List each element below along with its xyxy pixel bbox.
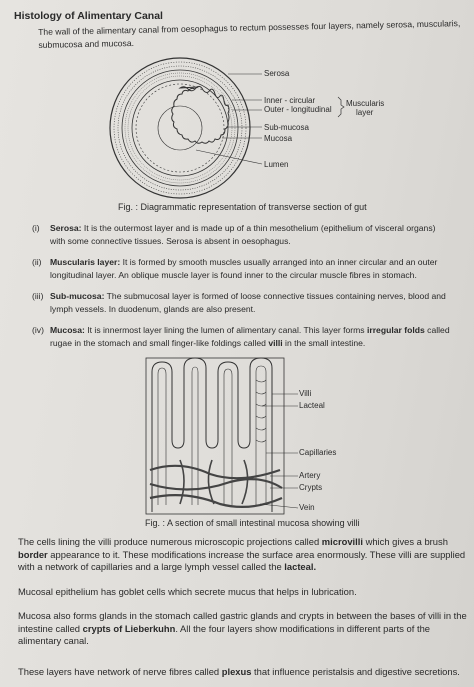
label-outer-longitudinal: Outer - longitudinal: [264, 105, 332, 114]
lacteal-vessel: [192, 367, 198, 505]
label-villi: Villi: [299, 389, 312, 398]
item-serosa: (i) Serosa: It is the outermost layer and is made up of a thin mesothelium (epithelium of visceral organs) with some connective tissues. Serosa is absent in oesophagus.: [32, 223, 436, 246]
label-submucosa: Sub-mucosa: [264, 123, 309, 132]
goblet-cells-paragraph: Mucosal epithelium has goblet cells which secrete mucus that helps in lubrication.: [18, 586, 357, 597]
crypts-vessels: [150, 466, 282, 507]
section-heading: Histology of Alimentary Canal: [14, 10, 163, 22]
label-artery: Artery: [299, 471, 321, 480]
capillary-network: [256, 380, 266, 442]
label-inner-circular: Inner - circular: [264, 96, 316, 105]
label-lumen: Lumen: [264, 160, 289, 169]
label-vein: Vein: [299, 503, 315, 512]
label-mucosa: Mucosa: [264, 134, 293, 143]
label-crypts: Crypts: [299, 483, 323, 492]
item-mucosa: (iv) Mucosa: It is innermost layer lining the lumen of alimentary canal. This layer forms irregular folds called rugae in the stomach and small finger-like foldings called villi in the small intestine.: [32, 325, 450, 348]
label-muscularis: Muscularis: [346, 99, 385, 108]
figure2-caption: Fig. : A section of small intestinal mucosa showing villi: [145, 518, 360, 528]
plexus-paragraph: These layers have network of nerve fibres called plexus that influence peristalsis and digestive secretions.: [18, 666, 460, 677]
label-lacteal: Lacteal: [299, 401, 325, 410]
intro-paragraph: The wall of the alimentary canal from oesophagus to rectum possesses four layers, namely serosa, muscularis, submucosa and mucosa.: [38, 18, 461, 50]
microvilli-paragraph: The cells lining the villi produce numerous microscopic projections called microvilli which gives a brush border appearance to it. These modifications increase the surface area enormously. These villi are supplied with a network of capillaries and a large lymph vessel called the lacteal.: [18, 536, 466, 572]
crypts-paragraph: Mucosa also forms glands in the stomach called gastric glands and crypts in between the bases of villi in the intestine called crypts of Lieberkuhn. All the four layers show modifications in different parts of the alimentary canal.: [18, 610, 467, 646]
label-capillaries: Capillaries: [299, 448, 337, 457]
figure1-caption: Fig. : Diagrammatic representation of transverse section of gut: [118, 202, 367, 212]
label-serosa: Serosa: [264, 69, 290, 78]
item-muscularis: (ii) Muscularis layer: It is formed by smooth muscles usually arranged into an inner circular and an outer longitudinal layer. An oblique muscle layer is found inner to the circular muscle fibres in stomach.: [32, 257, 438, 280]
item-submucosa: (iii) Sub-mucosa: The submucosal layer is formed of loose connective tissues containing nerves, blood and lymph vessels. In duodenum, glands are also present.: [32, 291, 446, 314]
label-muscularis-layer: layer: [356, 108, 374, 117]
